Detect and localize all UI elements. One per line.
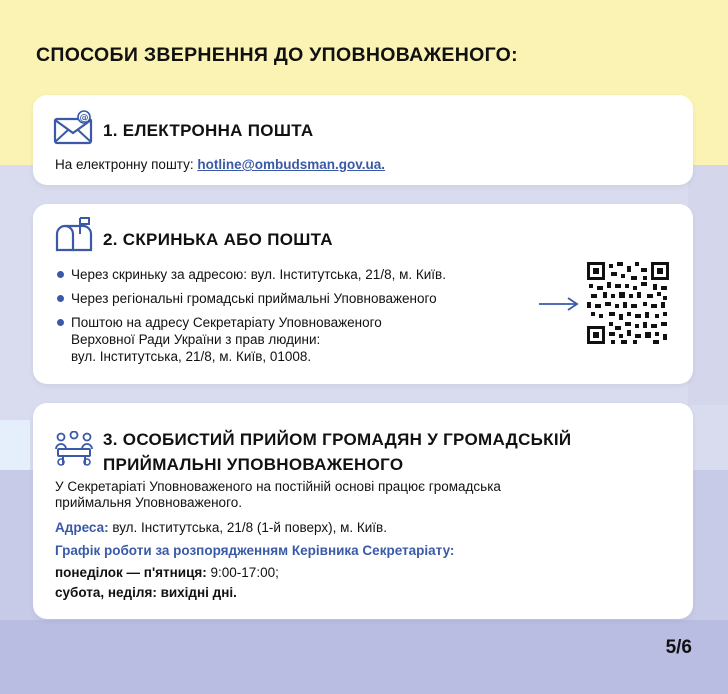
page-number: 5/6 [665, 637, 692, 658]
description-line: приймальня Уповноваженого. [55, 495, 242, 510]
schedule-weekend: субота, неділя: вихідні дні. [55, 585, 237, 600]
background-strip-right [688, 165, 728, 405]
schedule-heading: Графік роботи за розпорядженням Керівника Секретаріату: [55, 543, 455, 558]
page-title: СПОСОБИ ЗВЕРНЕННЯ ДО УПОВНОВАЖЕНОГО: [36, 44, 518, 66]
reception-card [33, 403, 693, 619]
list-item-line: Верховної Ради України з прав людини: [71, 332, 321, 347]
weekdays-label: понеділок — п'ятниця: [55, 565, 207, 580]
envelope-icon [53, 109, 95, 145]
mailbox-icon [53, 216, 95, 252]
reception-description [55, 479, 501, 511]
address-label: Адреса: [55, 520, 109, 535]
list-item-line: вул. Інститутська, 21/8, м. Київ, 01008. [71, 349, 312, 364]
schedule-weekdays [55, 565, 279, 580]
svg-text:@: @ [79, 113, 89, 124]
mail-options-list [55, 266, 555, 365]
email-link[interactable]: hotline@ombudsman.gov.ua. [197, 157, 386, 172]
email-card [33, 95, 693, 185]
mail-card [33, 204, 693, 384]
reception-heading [103, 427, 571, 477]
meeting-icon [53, 431, 95, 467]
reception-heading-line: ПРИЙМАЛЬНІ УПОВНОВАЖЕНОГО [103, 455, 404, 474]
weekdays-hours: 9:00-17:00; [210, 565, 279, 580]
background-bottom [0, 620, 728, 694]
list-item: Через регіональні громадські приймальні Уповноваженого [55, 290, 555, 307]
email-prefix: На електронну пошту: [55, 157, 194, 172]
qr-code[interactable] [587, 262, 669, 344]
reception-address [55, 520, 387, 535]
list-item-line: Поштою на адресу Секретаріату Уповноваженого [71, 315, 382, 330]
arrow-right-icon [538, 296, 580, 312]
list-item [55, 314, 555, 365]
email-heading: 1. ЕЛЕКТРОННА ПОШТА [103, 121, 314, 140]
reception-heading-line: 3. ОСОБИСТИЙ ПРИЙОМ ГРОМАДЯН У ГРОМАДСЬКІЙ [103, 430, 572, 449]
address-value: вул. Інститутська, 21/8 (1-й поверх), м. Київ. [112, 520, 387, 535]
email-text [55, 157, 385, 172]
mail-heading: 2. СКРИНЬКА АБО ПОШТА [103, 230, 333, 249]
list-item: Через скриньку за адресою: вул. Інститутська, 21/8, м. Київ. [55, 266, 555, 283]
description-line: У Секретаріаті Уповноваженого на постійній основі працює громадська [55, 479, 501, 494]
